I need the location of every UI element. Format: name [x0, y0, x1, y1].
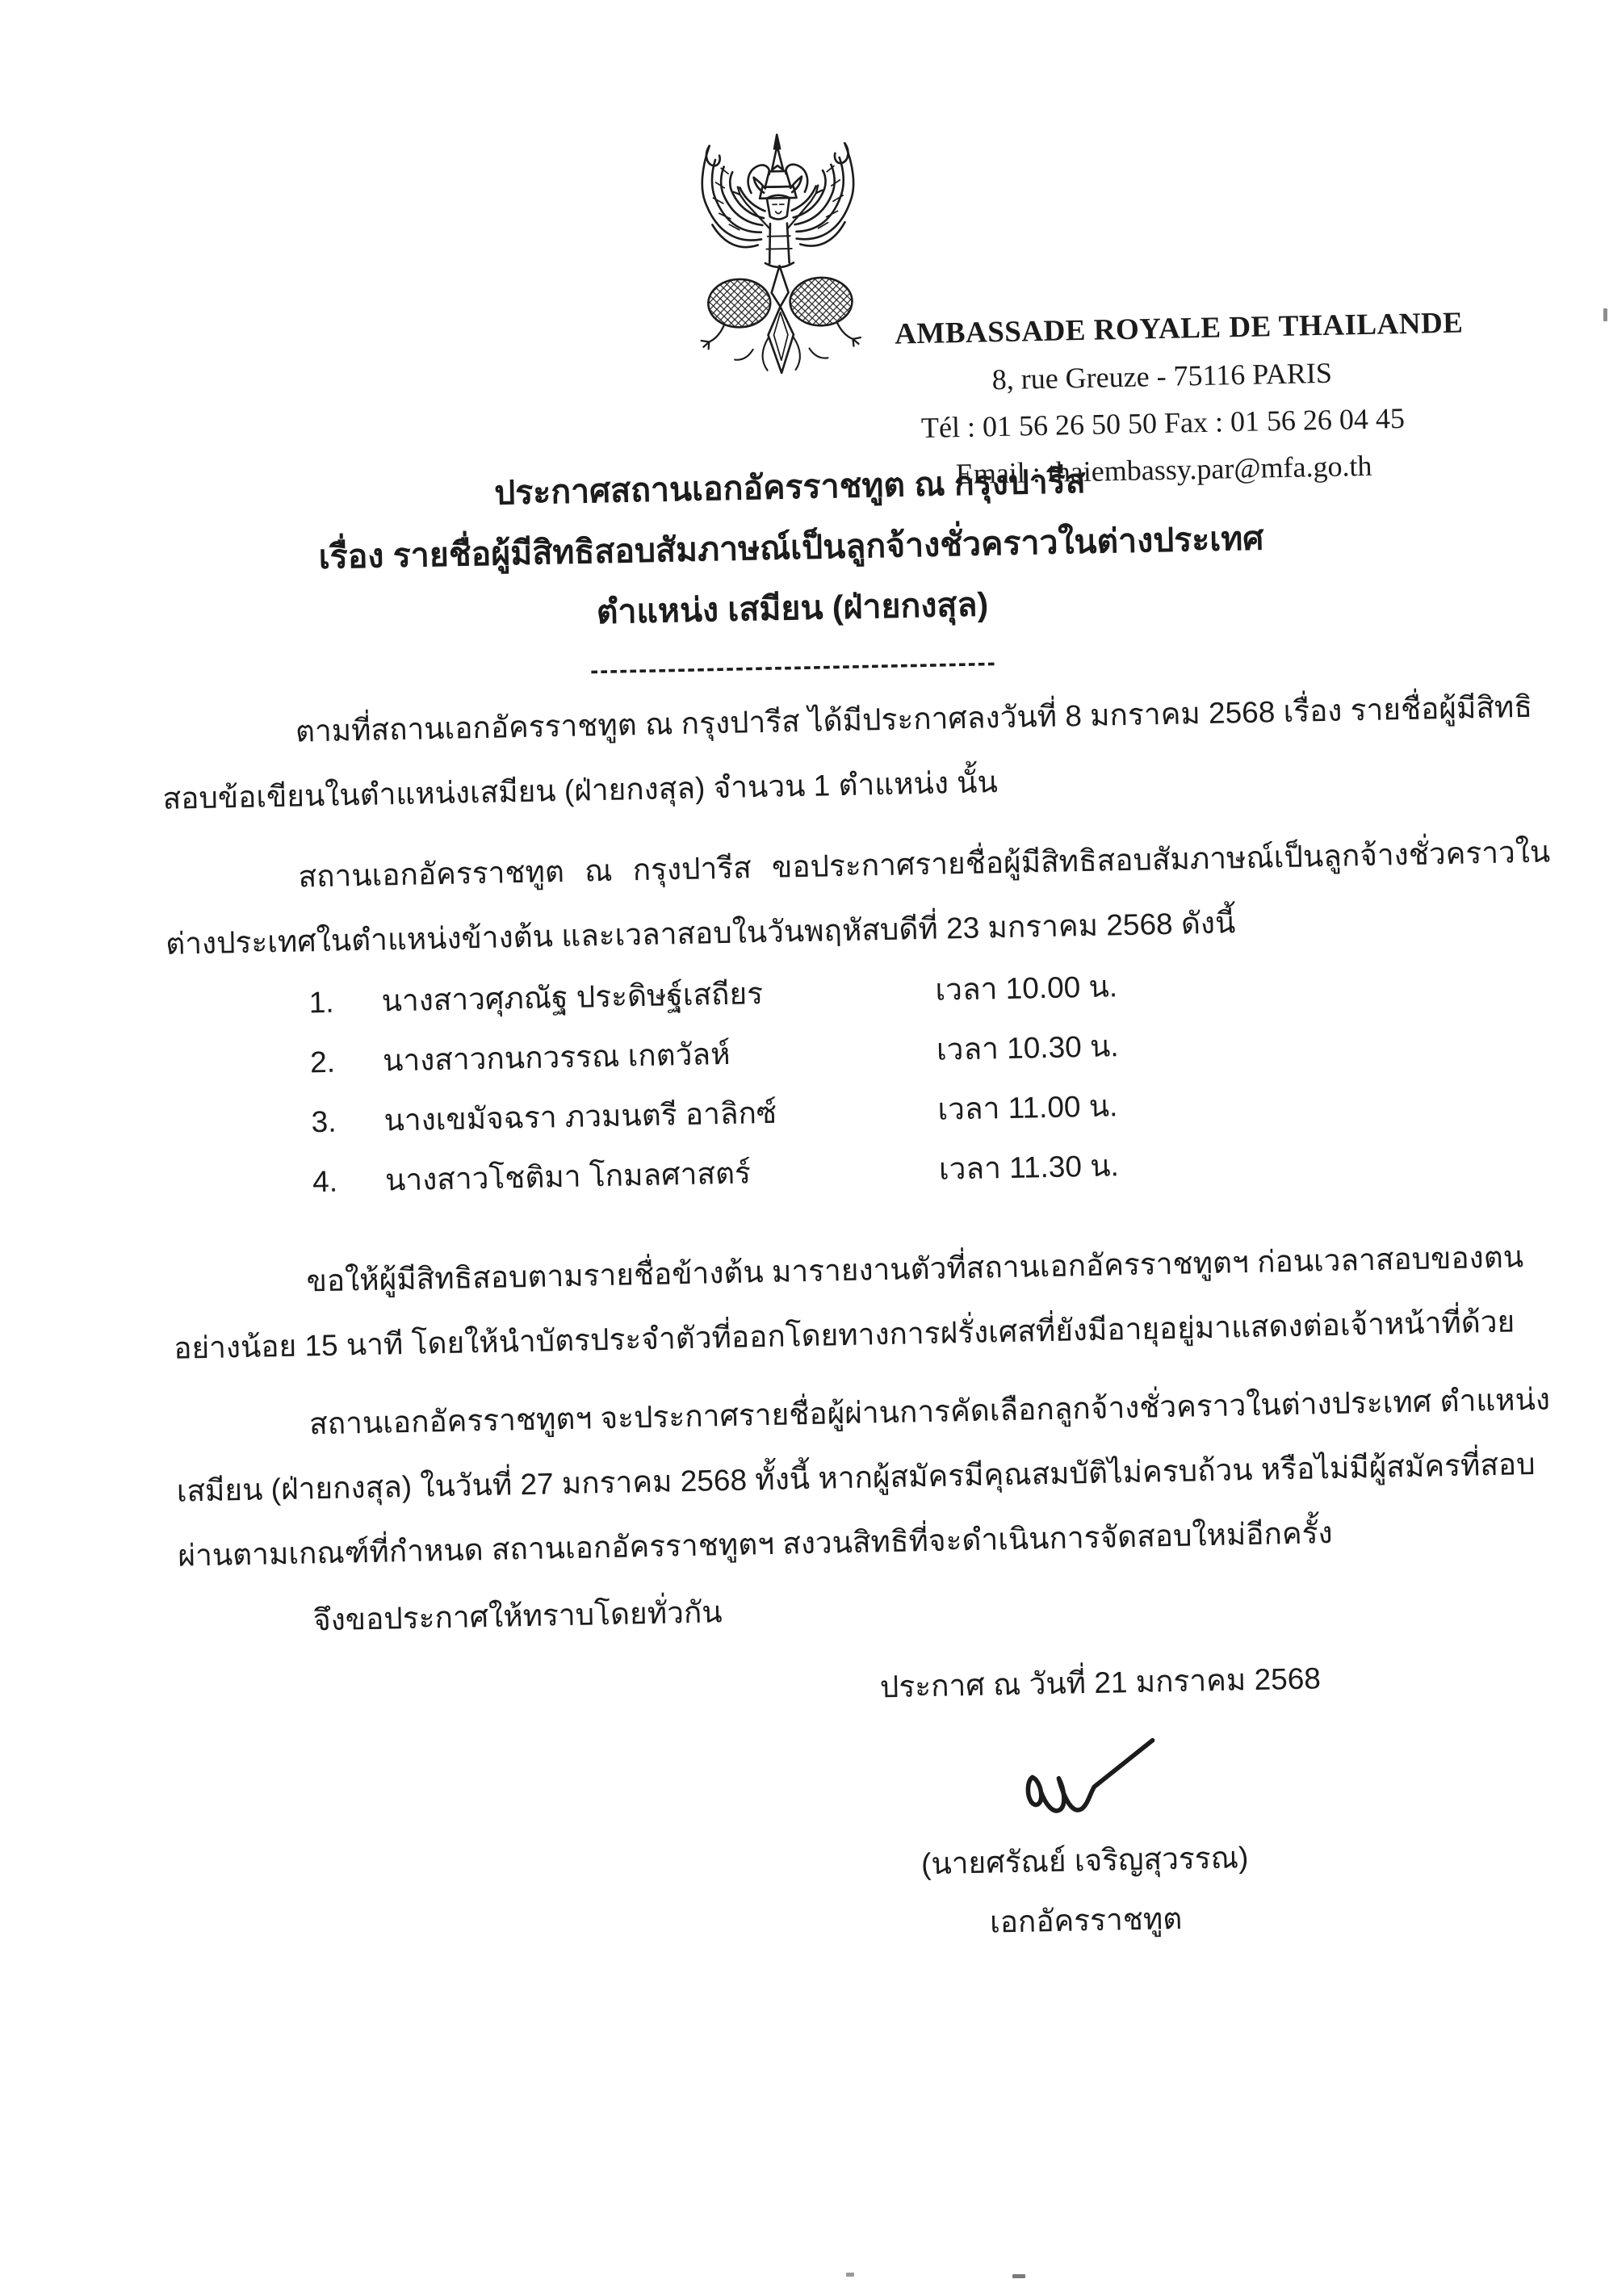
candidate-time: เวลา 11.00 น. — [937, 1089, 1118, 1126]
candidate-time: เวลา 10.30 น. — [936, 1029, 1119, 1066]
paragraph-1-line-2: สอบข้อเขียนในตำแหน่งเสมียน (ฝ่ายกงสุล) จำนวน 1 ตำแหน่ง นั้น — [162, 765, 999, 815]
paragraph-1 — [161, 677, 1533, 832]
garuda-emblem-icon — [671, 119, 888, 398]
closing-line: จึงขอประกาศให้ทราบโดยทั่วกัน — [312, 1595, 723, 1637]
paragraph-4-line-3: ผ่านตามเกณฑ์ที่กำหนด สถานเอกอัครราชทูตฯ สงวนสิทธิที่จะดำเนินการจัดสอบใหม่อีกครั้ง — [178, 1516, 1334, 1573]
candidate-name: นางเขมัจฉรา ภวมนตรี อาลิกซ์ — [383, 1096, 777, 1138]
paragraph-2-line-2: ต่างประเทศในตำแหน่งข้างต้น และเวลาสอบในวันพฤหัสบดีที่ 23 มกราคม 2568 ดังนี้ — [165, 906, 1236, 961]
paragraph-4-line-2: เสมียน (ฝ่ายกงสุล) ในวันที่ 27 มกราคม 2568 ทั้งนี้ หากผู้สมัครมีคุณสมบัติไม่ครบถ้วน หรือไม่มีผู้สมัครที่สอบ — [176, 1447, 1536, 1508]
paragraph-4 — [174, 1369, 1551, 1589]
candidate-number: 4. — [312, 1164, 338, 1199]
paragraph-2-line-1: สถานเอกอัครราชทูต ณ กรุงปารีส ขอประกาศรายชื่อผู้มีสิทธิสอบสัมภาษณ์เป็นลูกจ้างชั่วคราวใน — [298, 835, 1551, 894]
signer-title: เอกอัครราชทูต — [989, 1901, 1183, 1939]
candidate-time: เวลา 10.00 น. — [935, 970, 1118, 1007]
paragraph-4-line-1: สถานเอกอัครราชทูตฯ จะประกาศรายชื่อผู้ผ่านการคัดเลือกลูกจ้างชั่วคราวในต่างประเทศ ตำแหน่ง — [308, 1382, 1551, 1441]
scan-artifact — [846, 2273, 854, 2277]
signer-block — [877, 1827, 1295, 1955]
announcement-position: ตำแหน่ง เสมียน (ฝ่ายกงสุล) — [596, 585, 989, 631]
paragraph-3 — [172, 1226, 1524, 1381]
paragraph-1-line-1: ตามที่สถานเอกอัครราชทูต ณ กรุงปารีส ได้มีประกาศลงวันที่ 8 มกราคม 2568 เรื่อง รายชื่อผู้มีสิทธิ — [295, 689, 1533, 748]
candidate-number: 3. — [311, 1104, 337, 1139]
handwritten-signature-icon — [1016, 1733, 1167, 1827]
embassy-phone-fax: Tél : 01 56 26 50 50 Fax : 01 56 26 04 45 — [920, 401, 1406, 444]
candidate-name: นางสาวศุภณัฐ ประดิษฐ์เสถียร — [381, 977, 764, 1018]
divider-line: ------------------------------------------ — [589, 649, 998, 685]
announcement-date-line: ประกาศ ณ วันที่ 21 มกราคม 2568 — [879, 1661, 1322, 1704]
candidate-number: 2. — [309, 1045, 336, 1079]
scan-artifact — [1603, 308, 1607, 321]
interview-schedule — [0, 947, 1609, 1218]
candidate-name: นางสาวโชติมา โกมลศาสตร์ — [384, 1156, 752, 1197]
scan-artifact — [1012, 2274, 1025, 2278]
embassy-email: Email : thaiembassy.par@mfa.go.th — [955, 449, 1372, 491]
announcement-subject: เรื่อง รายชื่อผู้มีสิทธิสอบสัมภาษณ์เป็นลูกจ้างชั่วคราวในต่างประเทศ — [318, 519, 1264, 576]
candidate-time: เวลา 11.30 น. — [938, 1149, 1120, 1186]
embassy-name: AMBASSADE ROYALE DE THAILANDE — [894, 306, 1464, 351]
signer-name: (นายศรัณย์ เจริญสุวรรณ) — [920, 1841, 1249, 1881]
embassy-address: 8, rue Greuze - 75116 PARIS — [991, 356, 1333, 396]
announcement-title: ประกาศสถานเอกอัครราชทูต ณ กรุงปารีส — [493, 462, 1087, 512]
announcement-title-block — [0, 441, 1598, 655]
candidate-name: นางสาวกนกวรรณ เกตวัลห์ — [382, 1037, 731, 1078]
paragraph-3-line-2: อย่างน้อย 15 นาที โดยให้นำบัตรประจำตัวที่ออกโดยทางการฝรั่งเศสที่ยังมีอายุอยู่มาแสดงต่อเจ้าหน้าที่ด้วย — [173, 1305, 1515, 1365]
paragraph-3-line-1: ขอให้ผู้มีสิทธิสอบตามรายชื่อข้างต้น มารายงานตัวที่สถานเอกอัครราชทูตฯ ก่อนเวลาสอบของตน — [306, 1240, 1524, 1298]
candidate-number: 1. — [308, 985, 334, 1020]
